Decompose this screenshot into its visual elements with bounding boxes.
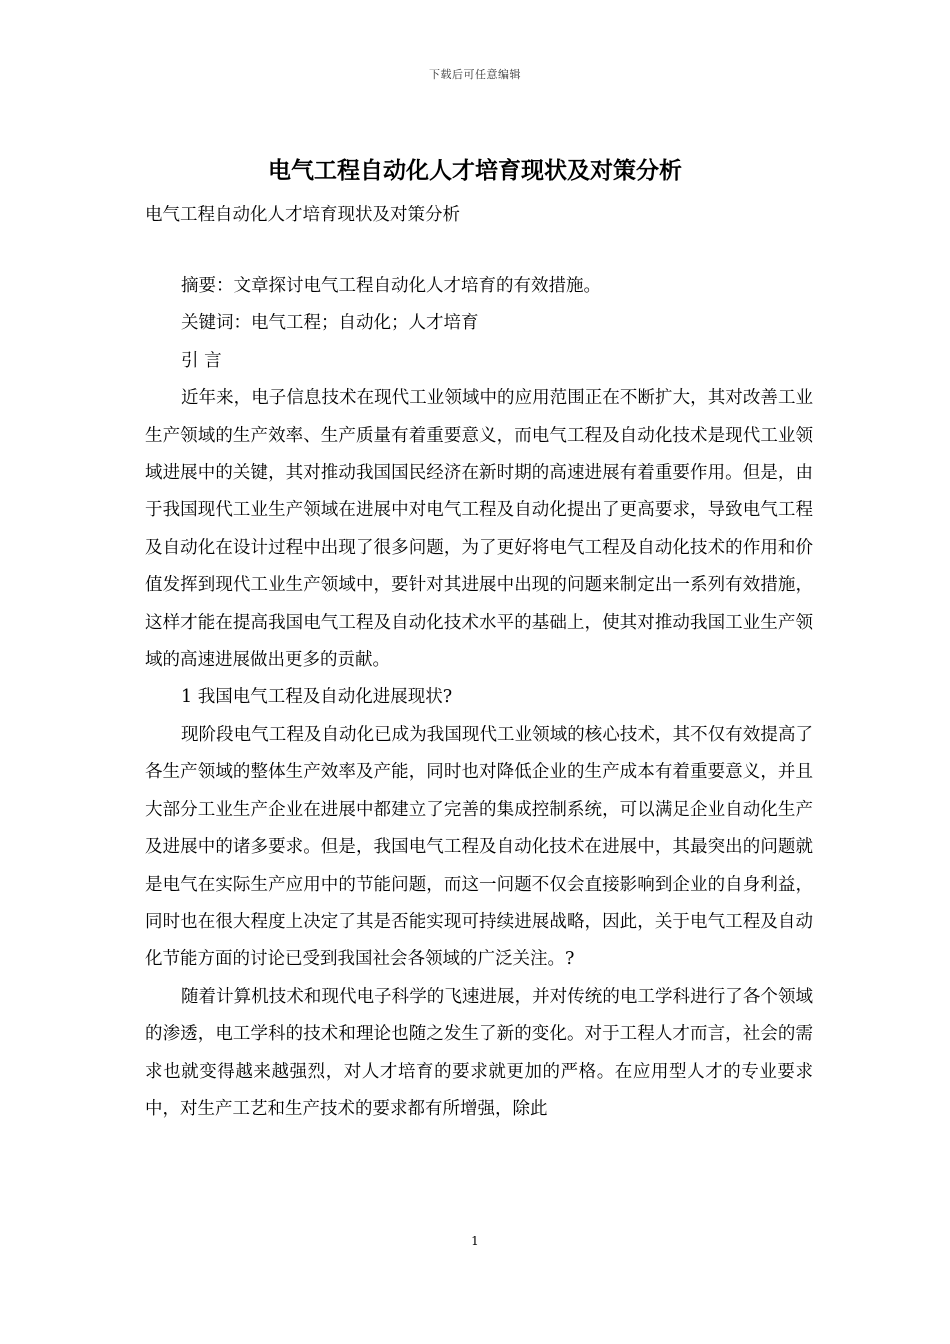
page-number: 1	[471, 1234, 479, 1248]
introduction-heading: 引 言	[181, 350, 222, 371]
document-body	[145, 268, 813, 1128]
section-1-paragraph-1: 现阶段电气工程及自动化已成为我国现代工业领域的核心技术，其不仅有效提高了各生产领域的整体生产效率及产能，同时也对降低企业的生产成本有着重要意义，并且大部分工业生产企业在进展中都建立了完善的集成控制系统，可以满足企业自动化生产及进展中的诸多要求。但是，我国电气工程及自动化技术在进展中，其最突出的问题就是电气在实际生产应用中的节能问题，而这一问题不仅会直接影响到企业的自身利益，同时也在很大程度上决定了其是否能实现可持续进展战略，因此，关于电气工程及自动化节能方面的讨论已受到我国社会各领域的广泛关注。?	[145, 724, 813, 970]
document-title: 电气工程自动化人才培育现状及对策分析	[268, 158, 682, 184]
section-1-paragraph-2: 随着计算机技术和现代电子科学的飞速进展，并对传统的电工学科进行了各个领域的渗透，电工学科的技术和理论也随之发生了新的变化。对于工程人才而言，社会的需求也就变得越来越强烈，对人才培育的要求就更加的严格。在应用型人才的专业要求中，对生产工艺和生产技术的要求都有所增强，除此	[145, 986, 813, 1119]
keywords-paragraph: 关键词：电气工程；自动化；人才培育	[181, 313, 479, 334]
introduction-paragraph: 近年来，电子信息技术在现代工业领域中的应用范围正在不断扩大，其对改善工业生产领域的生产效率、生产质量有着重要意义，而电气工程及自动化技术是现代工业领域进展中的关键，其对推动我国国民经济在新时期的高速进展有着重要作用。但是，由于我国现代工业生产领域在进展中对电气工程及自动化提出了更高要求，导致电气工程及自动化在设计过程中出现了很多问题，为了更好将电气工程及自动化技术的作用和价值发挥到现代工业生产领域中，要针对其进展中出现的问题来制定出一系列有效措施，这样才能在提高我国电气工程及自动化技术水平的基础上，使其对推动我国工业生产领域的高速进展做出更多的贡献。	[145, 388, 813, 671]
section-1-heading: 1 我国电气工程及自动化进展现状?	[181, 687, 453, 708]
document-subtitle: 电气工程自动化人才培育现状及对策分析	[145, 205, 460, 225]
page-header-note: 下载后可任意编辑	[429, 68, 521, 81]
abstract-paragraph: 摘要：文章探讨电气工程自动化人才培育的有效措施。	[181, 276, 601, 296]
